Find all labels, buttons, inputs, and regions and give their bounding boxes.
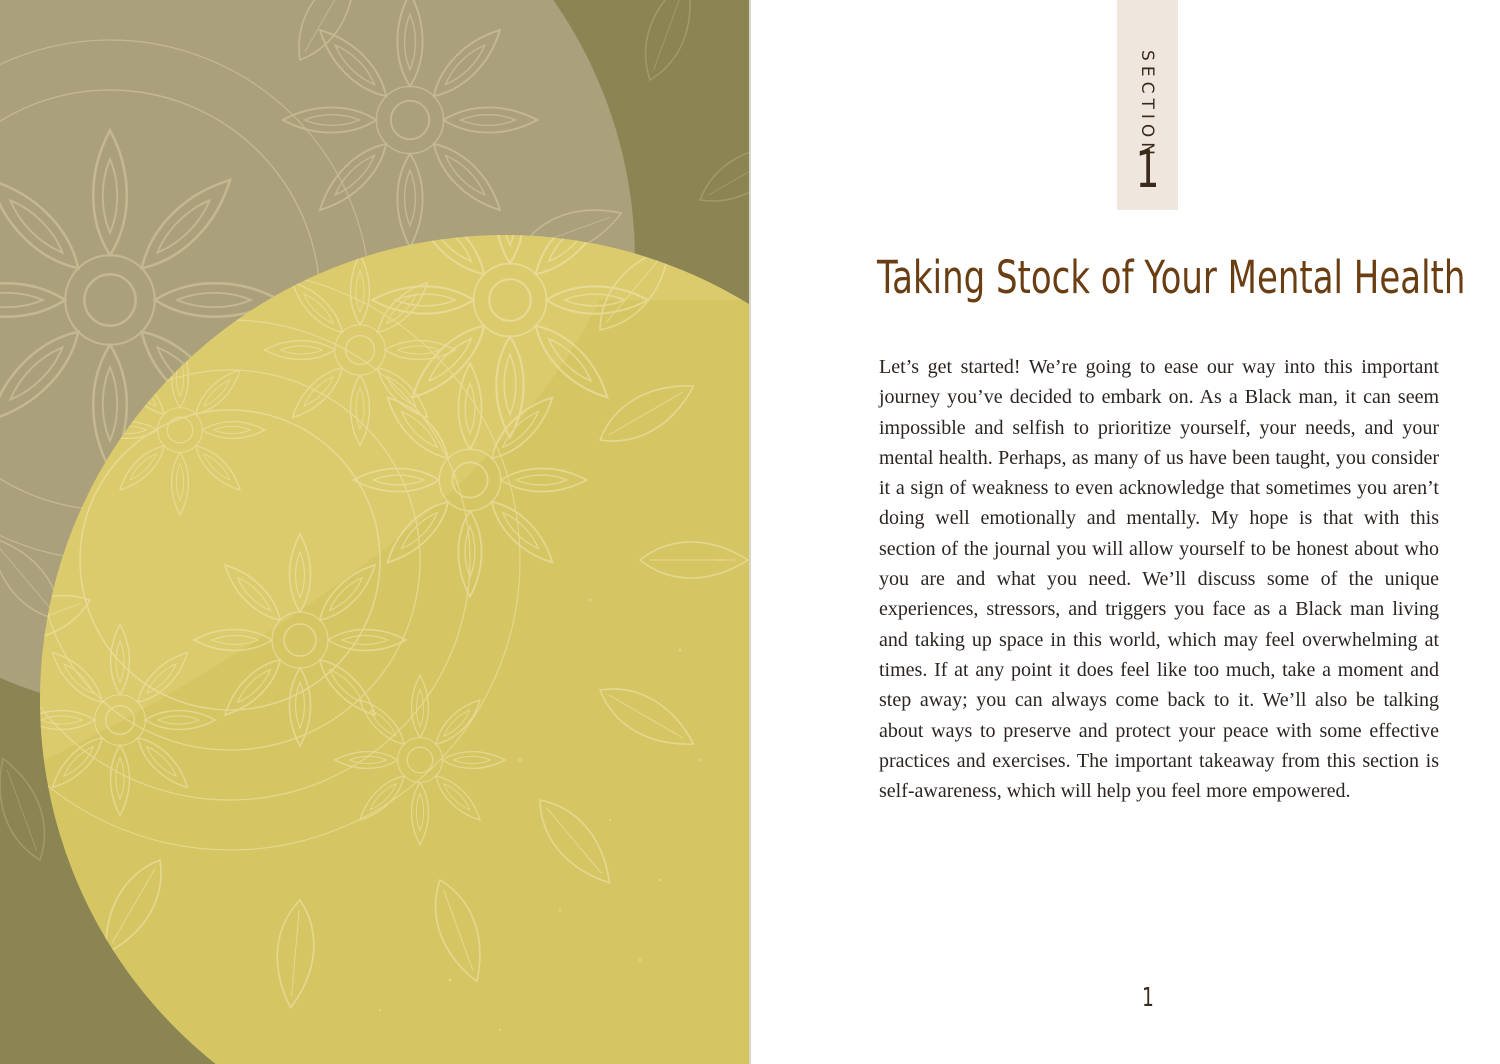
chapter-title: Taking Stock of Your Mental Health bbox=[877, 251, 1466, 304]
mandala-illustration bbox=[0, 0, 749, 1064]
section-number: 1 bbox=[1135, 140, 1160, 200]
section-label-wrap bbox=[1117, 50, 1178, 160]
section-tab bbox=[1117, 0, 1178, 210]
text-page bbox=[751, 0, 1500, 1064]
page-number: 1 bbox=[1142, 983, 1154, 1013]
body-paragraph: Let’s get started! We’re going to ease our way into this important journey you’ve decided to embark on. As a Black man, it can seem impossible and selfish to prioritize yourself, your needs, and your mental health. Perhaps, as many of us have been taught, you consider it a sign of weakness to even acknowledge that sometimes you aren’t doing well emotionally and mentally. My hope is that with this section of the journal you will allow yourself to be honest about who you are and what you need. We’ll discuss some of the unique experiences, stressors, and triggers you face as a Black man living and taking up space in this world, which may feel overwhelming at times. If at any point it does feel like too much, take a moment and step away; you can always come back to it. We’ll also be talking about ways to preserve and protect your peace with some effective practices and exercises. The important takeaway from this section is self-awareness, which will help you feel more empowered. bbox=[879, 356, 1439, 803]
illustration-page bbox=[0, 0, 749, 1064]
section-label: SECTION bbox=[1137, 50, 1157, 160]
